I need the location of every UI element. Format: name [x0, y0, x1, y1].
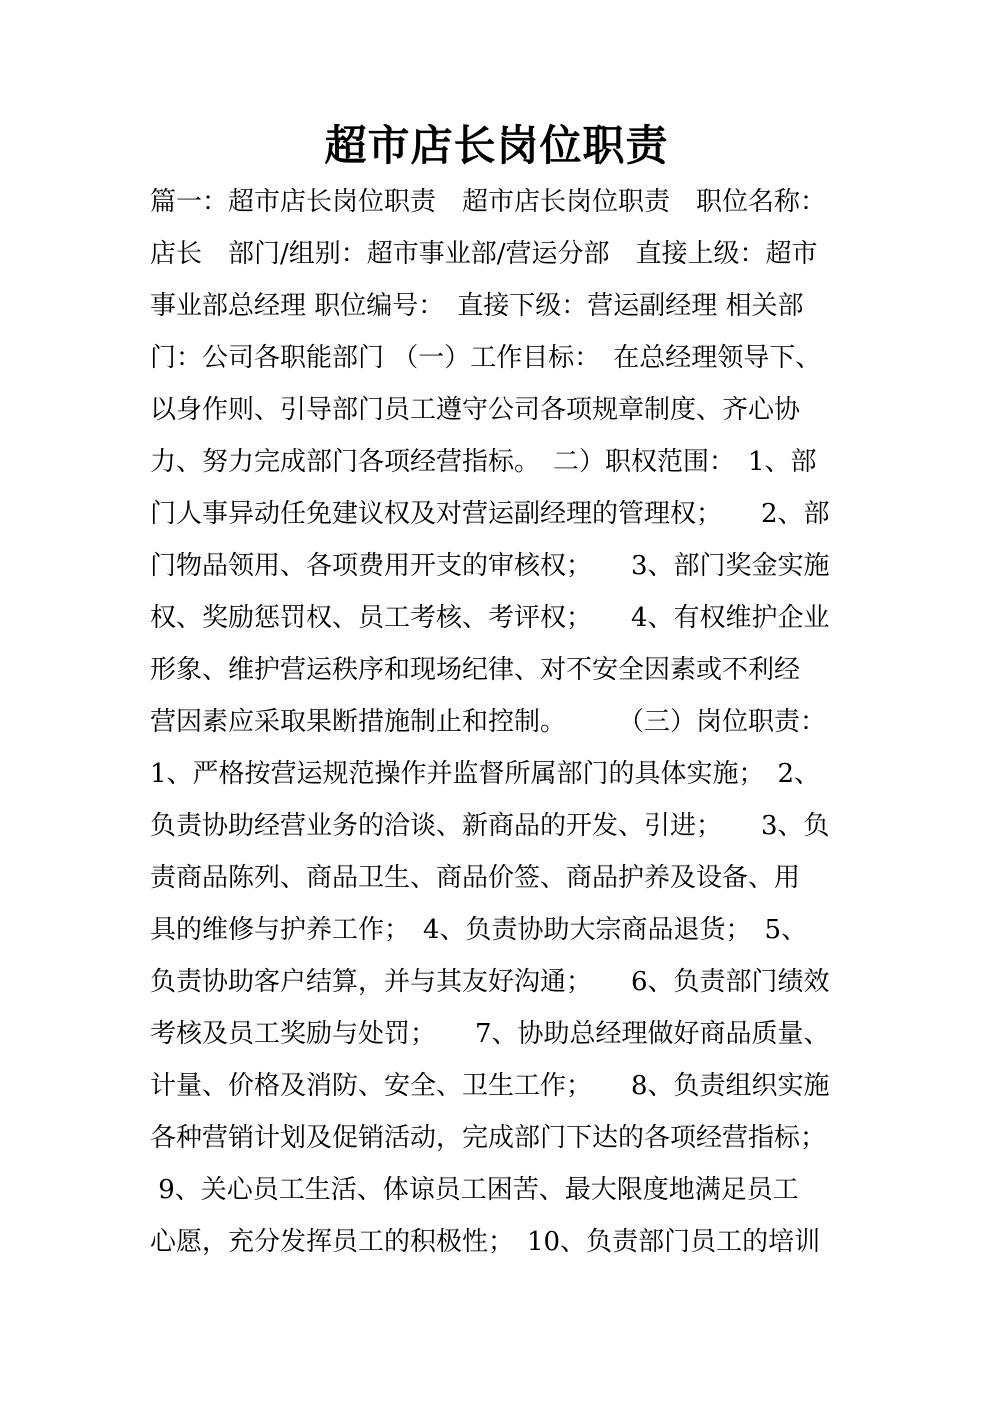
text-line: 篇一：超市店长岗位职责 超市店长岗位职责 职位名称：	[150, 187, 827, 217]
text-line: 形象、维护营运秩序和现场纪律、对不安全因素或不利经	[150, 655, 801, 685]
text-line: 店长 部门/组别：超市事业部/营运分部 直接上级：超市	[150, 239, 818, 269]
text-line: 以身作则、引导部门员工遵守公司各项规章制度、齐心协	[150, 395, 801, 425]
text-line: 各种营销计划及促销活动，完成部门下达的各项经营指标；	[150, 1123, 827, 1153]
text-line: 权、奖励惩罚权、员工考核、考评权； 4、有权维护企业	[150, 603, 830, 633]
text-line: 9、关心员工生活、体谅员工困苦、最大限度地满足员工	[150, 1175, 799, 1205]
text-line: 责商品陈列、商品卫生、商品价签、商品护养及设备、用	[150, 863, 801, 893]
text-line: 考核及员工奖励与处罚； 7、协助总经理做好商品质量、	[150, 1019, 830, 1049]
text-line: 负责协助客户结算，并与其友好沟通； 6、负责部门绩效	[150, 967, 830, 997]
text-line: 计量、价格及消防、安全、卫生工作； 8、负责组织实施	[150, 1071, 830, 1101]
text-line: 门物品领用、各项费用开支的审核权； 3、部门奖金实施	[150, 551, 830, 581]
document-body	[150, 176, 850, 1268]
text-line: 事业部总经理 职位编号： 直接下级：营运副经理 相关部	[150, 291, 804, 321]
text-line: 门人事异动任免建议权及对营运副经理的管理权； 2、部	[150, 499, 830, 529]
text-line: 营因素应采取果断措施制止和控制。 （三）岗位职责：	[150, 707, 827, 737]
text-line: 门：公司各职能部门 （一）工作目标： 在总经理领导下、	[150, 343, 822, 373]
text-line: 负责协助经营业务的洽谈、新商品的开发、引进； 3、负	[150, 811, 830, 841]
text-line: 力、努力完成部门各项经营指标。 二）职权范围： 1、部	[150, 447, 817, 477]
page-title: 超市店长岗位职责	[324, 121, 669, 170]
text-line: 具的维修与护养工作； 4、负责协助大宗商品退货； 5、	[150, 915, 808, 945]
text-line: 1、严格按营运规范操作并监督所属部门的具体实施； 2、	[150, 759, 821, 789]
text-line: 心愿，充分发挥员工的积极性； 10、负责部门员工的培训	[150, 1227, 821, 1257]
